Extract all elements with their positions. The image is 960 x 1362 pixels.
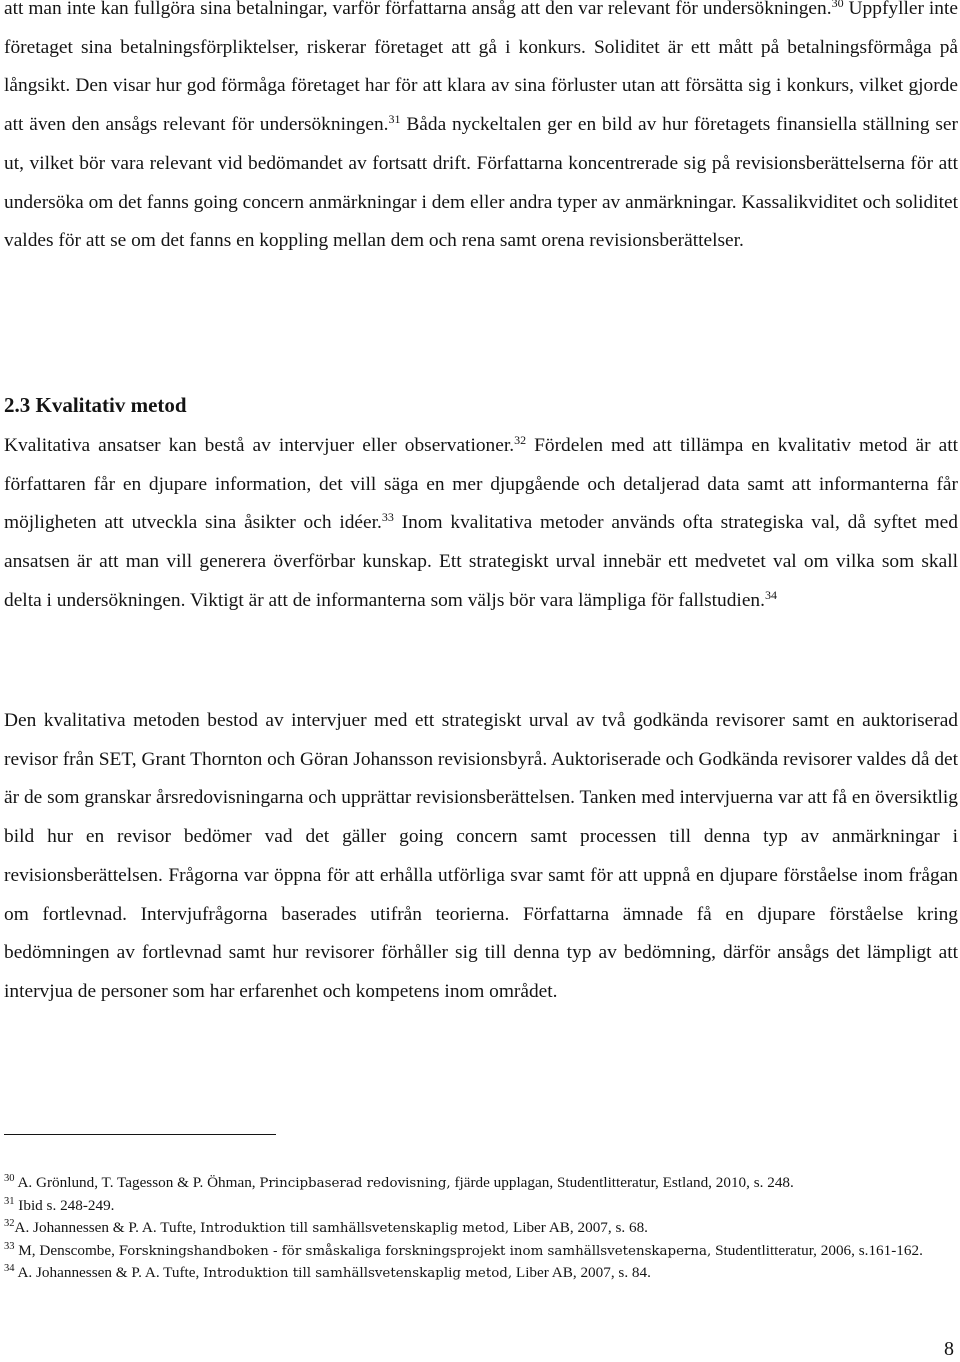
footnote-number: 32: [4, 1218, 15, 1229]
body-paragraph-2: [4, 427, 958, 621]
footnote-item: [4, 1172, 954, 1195]
footnote-text: A. Johannessen & P. A. Tufte,: [14, 1264, 204, 1281]
paragraph-text: Fördelen med att tillämpa en kvalitativ metod är att författaren får en djupare information, det vill säga en mer djupgående och detaljerad data samt att informanterna får möjligheten att utveckla sina åsikter och idéer.: [4, 435, 958, 534]
footnote-text: M, Denscombe,: [14, 1241, 119, 1259]
body-paragraph-1: [4, 0, 958, 261]
footnote-book-title: Principbaserad redovisning,: [259, 1176, 451, 1191]
footnote-text: A. Grönlund, T. Tagesson & P. Öhman,: [14, 1174, 260, 1191]
page-number: 8: [944, 1338, 954, 1360]
footnote-reference[interactable]: 34: [764, 587, 777, 602]
paragraph-text: Uppfyller inte företaget sina betalningsförpliktelser, riskerar företaget att gå i konkurs. Soliditet är ett mått på betalningsförmåga på långsikt. Den visar hur god förmåga företaget har för att klara av sina förluster utan att försätta sig i konkurs, vilket gjorde att även den ansågs relevant för undersökningen.: [4, 0, 958, 136]
paragraph-text: Båda nyckeltalen ger en bild av hur företagets finansiella ställning ser ut, vilket bör vara relevant vid bedömandet av fortsatt drift. Författarna koncentrerade sig på revisionsberättelserna för att undersöka om det fanns going concern anmärkningar i dem eller andra typer av anmärkningar. Kassalikviditet och soliditet valdes för att se om det fanns en koppling mellan dem och rena samt orena revisionsberättelser.: [4, 114, 958, 252]
paragraph-text: Kvalitativa ansatser kan bestå av intervjuer eller observationer.: [4, 435, 515, 456]
footnote-reference[interactable]: 31: [388, 112, 401, 127]
footnote-text: Ibid s. 248-249.: [14, 1196, 115, 1214]
footnote-number: 31: [4, 1195, 15, 1207]
footnote-reference[interactable]: 30: [831, 0, 844, 10]
footnote-text: fjärde upplagan, Studentlitteratur, Estland, 2010, s. 248.: [450, 1174, 794, 1191]
footnote-reference[interactable]: 33: [381, 510, 394, 525]
footnote-number: 30: [4, 1173, 15, 1184]
footnote-reference[interactable]: 32: [514, 433, 527, 447]
paragraph-text: Inom kvalitativa metoder används ofta strategiska val, då syftet med ansatsen är att man vill generera överförbar kunskap. Ett strategiskt urval innebär ett medvetet val om vilka som skall delta i undersökningen. Viktigt är att de informanterna som väljs bör vara lämpliga för fallstudien.: [4, 512, 958, 611]
footnote-item: [4, 1217, 954, 1240]
footnote-text: A. Johannessen & P. A. Tufte,: [14, 1219, 201, 1236]
footnote-book-title: Introduktion till samhällsvetenskaplig metod,: [200, 1221, 510, 1236]
footnote-separator: [4, 1134, 276, 1135]
footnote-text: Liber AB, 2007, s. 68.: [509, 1219, 648, 1236]
footnote-book-title: Introduktion till samhällsvetenskaplig metod,: [203, 1266, 513, 1281]
footnote-text: Studentlitteratur, 2006, s.161-162.: [711, 1241, 923, 1259]
footnote-list: [4, 1172, 954, 1285]
section-heading: 2.3 Kvalitativ metod: [4, 393, 187, 417]
paragraph-text: att man inte kan fullgöra sina betalningar, varför författarna ansåg att den var relevant för undersökningen.: [4, 0, 832, 19]
footnote-number: 34: [4, 1263, 15, 1274]
footnote-item: [4, 1240, 954, 1263]
footnote-text: Liber AB, 2007, s. 84.: [512, 1264, 651, 1281]
footnote-item: [4, 1262, 954, 1285]
footnote-book-title: Forskningshandboken - för småskaliga forskningsprojekt inom samhällsvetenskaperna,: [118, 1243, 712, 1259]
footnote-item: [4, 1195, 954, 1218]
footnote-number: 33: [4, 1240, 15, 1252]
body-paragraph-3: Den kvalitativa metoden bestod av intervjuer med ett strategiskt urval av två godkända revisorer samt en auktoriserad revisor från SET, Grant Thornton och Göran Johansson revisionsbyrå. Auktoriserade och Godkända revisorer valdes då det är de som granskar årsredovisningarna och upprättar revisionsberättelsen. Tanken med intervjuerna var att få en översiktlig bild hur en revisor bedömer vad det gäller going concern samt processen till denna typ av anmärkningar i revisionsberättelsen. Frågorna var öppna för att erhålla utförliga svar samt för att uppnå en djupare förståelse inom frågan om fortlevnad. Intervjufrågorna baserades utifrån teorierna. Författarna ämnade få en djupare förståelse kring bedömningen av fortlevnad samt hur revisorer förhåller sig till denna typ av bedömning, därför ansågs det lämpligt att intervjua de personer som har erfarenhet och kompetens inom området.: [4, 710, 959, 1002]
